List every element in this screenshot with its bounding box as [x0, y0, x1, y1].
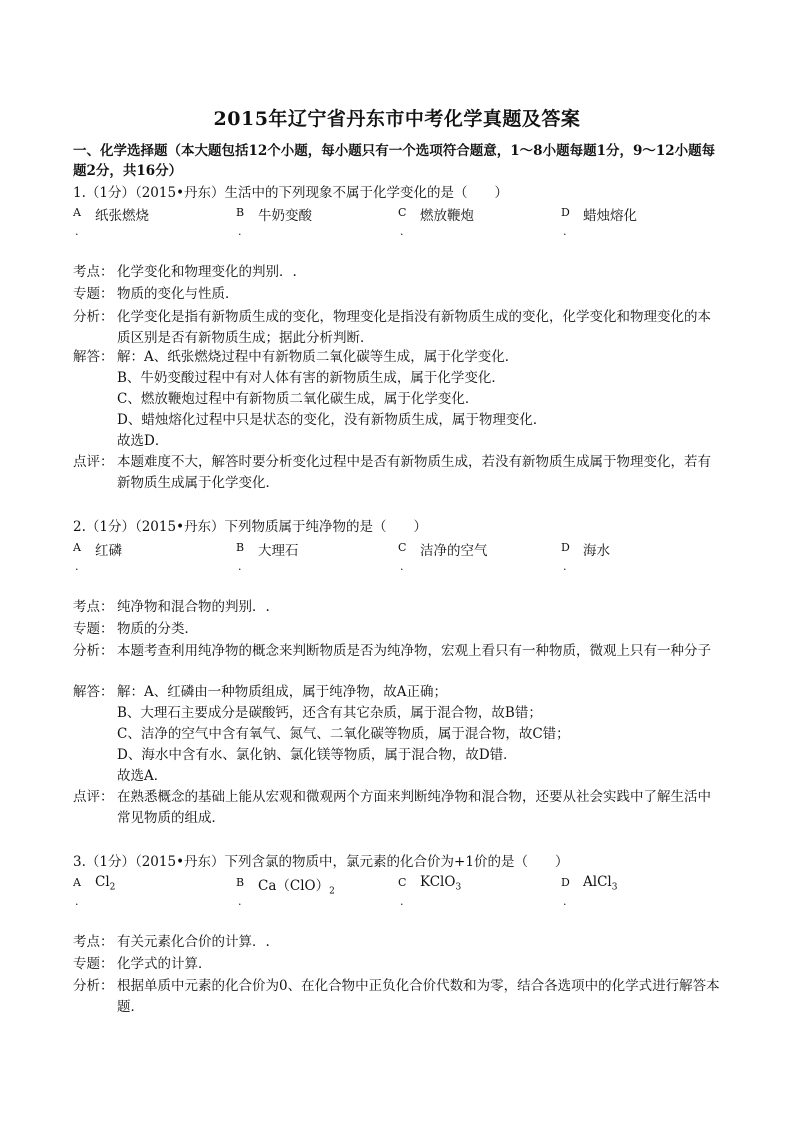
option-text: 纸张燃烧 — [95, 208, 149, 224]
option-dot: . — [563, 225, 567, 238]
option-letter: D — [561, 541, 570, 554]
kaodian-text: 纯净物和混合物的判别．. — [117, 599, 270, 615]
jieda-line: 故选D． — [117, 433, 169, 449]
jieda-line: B、大理石主要成分是碳酸钙，还含有其它杂质，属于混合物，故B错； — [117, 705, 542, 721]
option-text: 海水 — [583, 543, 610, 559]
option-letter: B — [236, 876, 245, 889]
zhuanti-label: 专题： — [73, 286, 114, 302]
jieda-line: D、海水中含有水、氯化钠、氯化镁等物质，属于混合物，故D错． — [117, 747, 517, 763]
section-heading: 一、化学选择题（本大题包括12个小题，每小题只有一个选项符合题意，1～8小题每题1分，9～12小题每题2分，共16分） — [73, 143, 716, 179]
option-letter: A — [73, 876, 81, 889]
option-letter: D — [561, 206, 570, 219]
jieda-line: 故选A． — [117, 768, 168, 784]
fenxi-label: 分析： — [73, 978, 114, 994]
dianping-label: 点评： — [73, 789, 114, 805]
option-text: 牛奶变酸 — [258, 208, 312, 224]
document-title: 2015年辽宁省丹东市中考化学真题及答案 — [213, 108, 581, 130]
option-dot: . — [75, 560, 79, 573]
option-dot: . — [238, 895, 242, 908]
option-letter: C — [398, 876, 407, 889]
fenxi-label: 分析： — [73, 309, 114, 325]
option-dot: . — [400, 225, 404, 238]
jieda-line: B、牛奶变酸过程中有对人体有害的新物质生成，属于化学变化． — [117, 370, 505, 386]
option-text: 大理石 — [258, 543, 299, 559]
option-letter: B — [236, 206, 245, 219]
option-letter: A — [73, 206, 81, 219]
zhuanti-text: 化学式的计算． — [117, 956, 212, 972]
fenxi-text: 本题考查利用纯净物的概念来判断物质是否为纯净物，宏观上看只有一种物质，微观上只有一种分子 — [117, 643, 711, 659]
zhuanti-label: 专题： — [73, 956, 114, 972]
jieda-line: C、燃放鞭炮过程中有新物质二氧化碳生成，属于化学变化． — [117, 391, 479, 407]
option-text: 洁净的空气 — [420, 543, 488, 559]
option-text: 红磷 — [95, 543, 122, 559]
dianping-label: 点评： — [73, 454, 114, 470]
option-dot: . — [400, 895, 404, 908]
option-text: 燃放鞭炮 — [420, 208, 474, 224]
option-formula — [583, 874, 617, 893]
option-formula — [258, 874, 335, 897]
formula-subscript: 3 — [611, 882, 618, 893]
zhuanti-text: 物质的分类． — [117, 621, 198, 637]
jieda-line: D、蜡烛熔化过程中只是状态的变化，没有新物质生成，属于物理变化． — [117, 412, 547, 428]
kaodian-text: 有关元素化合价的计算．. — [117, 934, 270, 950]
jieda-line: 解：A、纸张燃烧过程中有新物质二氧化碳等生成，属于化学变化． — [117, 349, 519, 365]
option-formula — [95, 874, 115, 893]
option-letter: C — [398, 206, 407, 219]
fenxi-text: 化学变化是指有新物质生成的变化，物理变化是指没有新物质生成的变化，化学变化和物理变化的本质区别是否有新物质生成；据此分析判断． — [117, 309, 711, 346]
kaodian-label: 考点： — [73, 934, 114, 950]
dianping-text: 本题难度不大，解答时要分析变化过程中是否有新物质生成，若没有新物质生成属于物理变化，若有新物质生成属于化学变化． — [117, 454, 711, 491]
question-3-options — [73, 876, 723, 912]
formula-subscript: 2 — [329, 886, 335, 897]
formula-subscript: 3 — [455, 882, 462, 893]
kaodian-text: 化学变化和物理变化的判别．. — [117, 264, 297, 280]
zhuanti-text: 物质的变化与性质． — [117, 286, 239, 302]
option-letter: C — [398, 541, 407, 554]
jieda-label: 解答： — [73, 349, 114, 365]
formula-subscript: 2 — [109, 882, 116, 893]
option-dot: . — [563, 560, 567, 573]
formula-main: Cl — [95, 874, 110, 890]
jieda-content — [117, 682, 723, 787]
option-dot: . — [75, 895, 79, 908]
question-2-options — [73, 541, 723, 577]
jieda-label: 解答： — [73, 684, 114, 700]
question-1-options — [73, 206, 723, 242]
kaodian-label: 考点： — [73, 264, 114, 280]
option-letter: D — [561, 876, 570, 889]
option-dot: . — [238, 225, 242, 238]
question-1-stem: 1.（1分）（2015•丹东）生活中的下列现象不属于化学变化的是（ ） — [73, 185, 509, 201]
formula-main: Ca（ClO） — [258, 878, 330, 894]
question-3-stem: 3.（1分）（2015•丹东）下列含氯的物质中，氯元素的化合价为+1价的是（ ） — [73, 854, 569, 870]
option-dot: . — [400, 560, 404, 573]
jieda-content — [117, 347, 723, 452]
option-dot: . — [563, 895, 567, 908]
kaodian-label: 考点： — [73, 599, 114, 615]
jieda-line: C、洁净的空气中含有氧气、氮气、二氧化碳等物质，属于混合物，故C错； — [117, 726, 570, 742]
option-dot: . — [75, 225, 79, 238]
formula-main: AlCl — [583, 874, 612, 890]
fenxi-text: 根据单质中元素的化合价为0、在化合物中正负化合价代数和为零，结合各选项中的化学式进行解答本题． — [117, 978, 720, 1015]
dianping-text: 在熟悉概念的基础上能从宏观和微观两个方面来判断纯净物和混合物，还要从社会实践中了解生活中常见物质的组成． — [117, 789, 711, 826]
jieda-line: 解：A、红磷由一种物质组成，属于纯净物，故A正确； — [117, 684, 447, 700]
fenxi-label: 分析： — [73, 643, 114, 659]
question-2-stem: 2.（1分）（2015•丹东）下列物质属于纯净物的是（ ） — [73, 519, 428, 535]
option-letter: A — [73, 541, 81, 554]
formula-main: KClO — [420, 874, 456, 890]
zhuanti-label: 专题： — [73, 621, 114, 637]
option-dot: . — [238, 560, 242, 573]
option-formula — [420, 874, 461, 893]
option-letter: B — [236, 541, 245, 554]
option-text: 蜡烛熔化 — [583, 208, 637, 224]
